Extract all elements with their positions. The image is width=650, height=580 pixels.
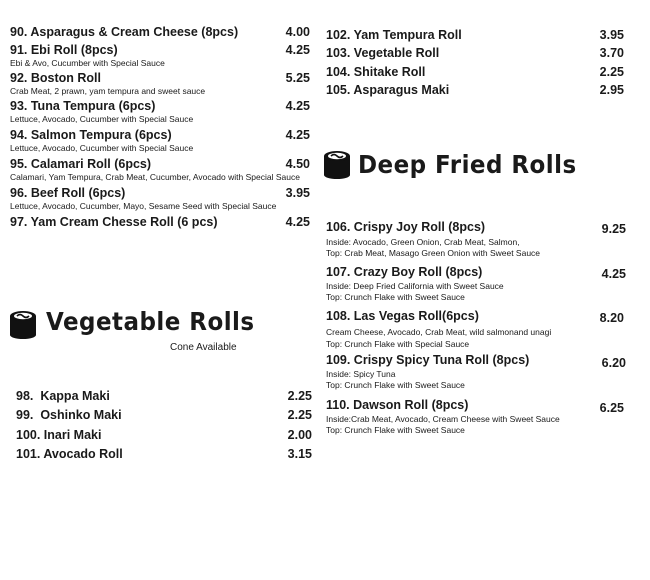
item-description: Lettuce, Avocado, Cucumber with Special Sauce bbox=[10, 114, 194, 124]
item-price: 4.25 bbox=[601, 267, 626, 281]
item-name: 104. Shitake Roll bbox=[326, 65, 426, 79]
item-price: 6.20 bbox=[601, 356, 626, 370]
item-description: Top: Crab Meat, Masago Green Onion with Sweet Sauce bbox=[326, 248, 541, 258]
item-price: 8.20 bbox=[599, 311, 624, 325]
item-description: Calamari, Yam Tempura, Crab Meat, Cucumber, Avocado with Special Sauce bbox=[10, 172, 300, 182]
item-description: Inside:Crab Meat, Avocado, Cream Cheese with Sweet Sauce bbox=[326, 414, 560, 424]
item-name: 103. Vegetable Roll bbox=[326, 46, 440, 60]
item-name: 95. Calamari Roll (6pcs) bbox=[10, 157, 152, 171]
item-name: 106. Crispy Joy Roll (8pcs) bbox=[326, 220, 486, 234]
item-price: 3.70 bbox=[599, 46, 624, 60]
item-name: 96. Beef Roll (6pcs) bbox=[10, 186, 126, 200]
item-price: 2.95 bbox=[599, 83, 624, 97]
item-price: 4.25 bbox=[285, 99, 310, 113]
item-price: 3.95 bbox=[285, 186, 310, 200]
item-description: Top: Crunch Flake with Sweet Sauce bbox=[326, 292, 465, 302]
item-name: 94. Salmon Tempura (6pcs) bbox=[10, 128, 172, 142]
section-subheading: Cone Available bbox=[170, 342, 237, 353]
item-price: 6.25 bbox=[599, 401, 624, 415]
item-name: 91. Ebi Roll (8pcs) bbox=[10, 43, 118, 57]
item-name: 99. Oshinko Maki bbox=[16, 408, 122, 422]
item-name: 100. Inari Maki bbox=[16, 428, 102, 442]
item-name: 109. Crispy Spicy Tuna Roll (8pcs) bbox=[326, 353, 530, 367]
item-price: 2.25 bbox=[287, 408, 312, 422]
sushi-roll-icon bbox=[8, 308, 38, 340]
item-name: 108. Las Vegas Roll(6pcs) bbox=[326, 309, 479, 323]
item-name: 97. Yam Cream Chesse Roll (6 pcs) bbox=[10, 215, 218, 229]
section-heading-deep-fried: Deep Fried Rolls bbox=[358, 150, 577, 179]
item-price: 2.25 bbox=[599, 65, 624, 79]
sushi-roll-icon bbox=[322, 148, 352, 180]
item-name: 107. Crazy Boy Roll (8pcs) bbox=[326, 265, 483, 279]
item-price: 4.25 bbox=[285, 43, 310, 57]
item-name: 92. Boston Roll bbox=[10, 71, 101, 85]
item-description: Top: Crunch Flake with Special Sauce bbox=[326, 339, 470, 349]
item-description: Cream Cheese, Avocado, Crab Meat, wild salmonand unagi bbox=[326, 327, 552, 337]
item-description: Top: Crunch Flake with Sweet Sauce bbox=[326, 380, 465, 390]
item-price: 4.00 bbox=[285, 25, 310, 39]
item-description: Top: Crunch Flake with Sweet Sauce bbox=[326, 425, 465, 435]
item-price: 2.25 bbox=[287, 389, 312, 403]
item-description: Inside: Spicy Tuna bbox=[326, 369, 396, 379]
item-name: 93. Tuna Tempura (6pcs) bbox=[10, 99, 156, 113]
item-price: 4.25 bbox=[285, 128, 310, 142]
item-price: 5.25 bbox=[285, 71, 310, 85]
item-price: 4.50 bbox=[285, 157, 310, 171]
section-heading-vegetable: Vegetable Rolls bbox=[46, 307, 255, 336]
item-price: 2.00 bbox=[287, 428, 312, 442]
item-name: 98. Kappa Maki bbox=[16, 389, 110, 403]
item-name: 110. Dawson Roll (8pcs) bbox=[326, 398, 469, 412]
item-name: 105. Asparagus Maki bbox=[326, 83, 450, 97]
item-description: Lettuce, Avocado, Cucumber, Mayo, Sesame Seed with Special Sauce bbox=[10, 201, 277, 211]
item-description: Inside: Deep Fried California with Sweet Sauce bbox=[326, 281, 504, 291]
item-description: Inside: Avocado, Green Onion, Crab Meat, Salmon, bbox=[326, 237, 520, 247]
item-description: Crab Meat, 2 prawn, yam tempura and sweet sauce bbox=[10, 86, 206, 96]
item-price: 9.25 bbox=[601, 222, 626, 236]
item-name: 102. Yam Tempura Roll bbox=[326, 28, 462, 42]
item-price: 3.15 bbox=[287, 447, 312, 461]
item-price: 3.95 bbox=[599, 28, 624, 42]
item-description: Lettuce, Avocado, Cucumber with Special Sauce bbox=[10, 143, 194, 153]
item-name: 101. Avocado Roll bbox=[16, 447, 123, 461]
item-description: Ebi & Avo, Cucumber with Special Sauce bbox=[10, 58, 165, 68]
item-price: 4.25 bbox=[285, 215, 310, 229]
item-name: 90. Asparagus & Cream Cheese (8pcs) bbox=[10, 25, 239, 39]
